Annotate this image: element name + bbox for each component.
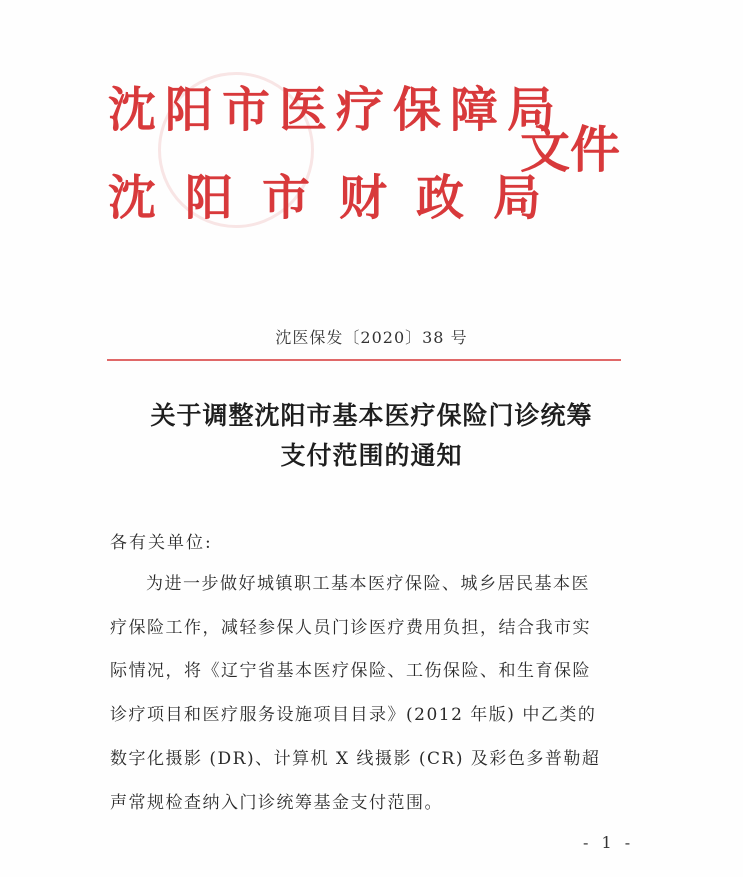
header-char: 疗 [335, 82, 384, 138]
document-number: 沈医保发〔2020〕38 号 [275, 328, 468, 347]
body-paragraph-line: 声常规检查纳入门诊统筹基金支付范围。 [110, 793, 443, 813]
header-char: 障 [449, 82, 498, 138]
issuer-name-medical-security-bureau [104, 82, 560, 138]
header-char: 局 [506, 82, 555, 138]
document-title-line-1: 关于调整沈阳市基本医疗保险门诊统筹 [150, 401, 593, 430]
header-char: 市 [221, 82, 270, 138]
page-number: - 1 - [583, 833, 635, 852]
header-char: 保 [392, 82, 441, 138]
document-title-line-2: 支付范围的通知 [280, 441, 463, 470]
body-paragraph-line: 际情况，将《辽宁省基本医疗保险、工伤保险、和生育保险 [110, 661, 591, 681]
body-paragraph-line: 为进一步做好城镇职工基本医疗保险、城乡居民基本医 [146, 574, 590, 594]
header-char: 政 [415, 170, 464, 226]
body-paragraph-line: 诊疗项目和医疗服务设施项目目录》(2012 年版) 中乙类的 [110, 705, 597, 725]
header-char: 局 [492, 170, 541, 226]
header-char: 阳 [184, 170, 233, 226]
body-paragraph-line: 数字化摄影 (DR)、计算机 X 线摄影 (CR) 及彩色多普勒超 [110, 749, 601, 769]
document-type-label: 文件 [520, 120, 620, 179]
header-char: 沈 [107, 82, 156, 138]
header-char: 财 [338, 170, 387, 226]
header-char: 沈 [107, 170, 156, 226]
issuer-name-finance-bureau [104, 170, 566, 226]
salutation: 各有关单位: [110, 533, 213, 553]
header-char: 阳 [164, 82, 213, 138]
red-divider-line [107, 359, 621, 361]
body-paragraph-line: 疗保险工作，减轻参保人员门诊医疗费用负担，结合我市实 [110, 618, 591, 638]
header-char: 医 [278, 82, 327, 138]
header-char: 市 [261, 170, 310, 226]
